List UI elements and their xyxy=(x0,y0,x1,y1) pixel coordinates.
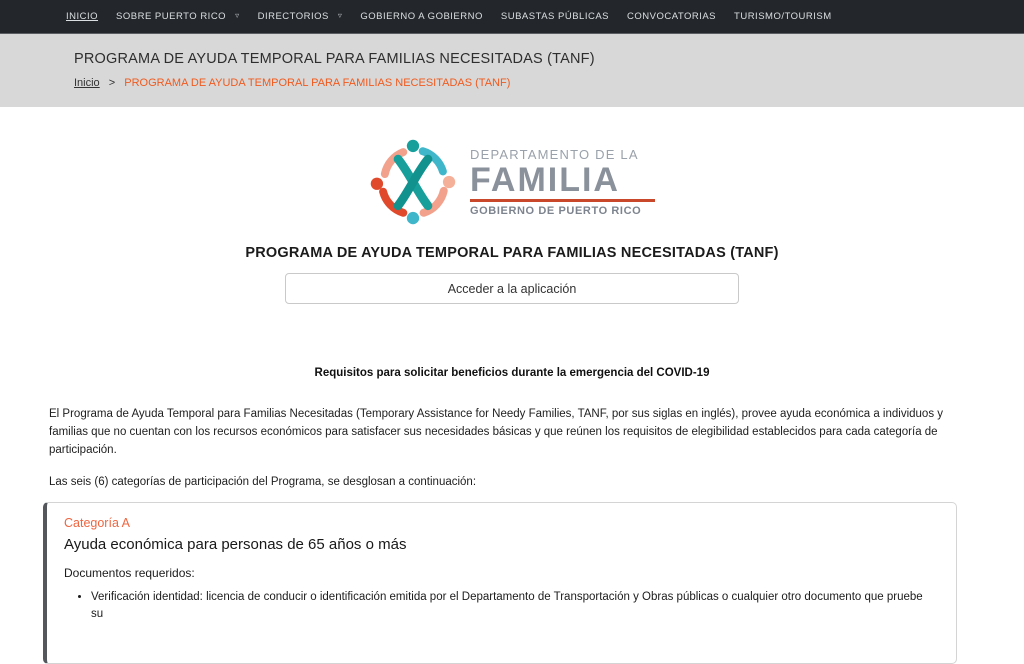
chevron-down-icon: ▿ xyxy=(235,11,240,20)
nav-item-inicio-label: INICIO xyxy=(66,11,99,22)
breadcrumb-home-link[interactable]: Inicio xyxy=(74,77,100,89)
nav-item-gobierno-a-gobierno[interactable] xyxy=(351,11,491,22)
nav-item-turismo-label: TURISMO/TOURISM xyxy=(734,11,832,22)
top-nav xyxy=(0,0,1024,33)
category-a-documents-heading: Documentos requeridos: xyxy=(64,566,195,580)
categories-intro-paragraph: Las seis (6) categorías de participación del Programa, se desglosan a continuación: xyxy=(49,476,477,488)
category-a-card xyxy=(43,502,957,664)
nav-item-sobre-puerto-rico-label: SOBRE PUERTO RICO xyxy=(116,11,227,22)
breadcrumb xyxy=(74,77,1024,89)
category-a-title: Ayuda económica para personas de 65 años o más xyxy=(64,536,407,553)
nav-item-gobierno-a-gobierno-label: GOBIERNO A GOBIERNO xyxy=(360,11,483,22)
access-application-button[interactable]: Acceder a la aplicación xyxy=(285,273,739,304)
document-requirement-item: • Verificación identidad: licencia de conducir o identificación emitida por el Departamento de Transportación y Obras públicas o cualquier otro documento que pruebe su xyxy=(91,589,936,623)
nav-item-subastas-publicas[interactable] xyxy=(492,11,618,22)
breadcrumb-current: PROGRAMA DE AYUDA TEMPORAL PARA FAMILIAS NECESITADAS (TANF) xyxy=(124,77,511,89)
nav-item-directorios[interactable] xyxy=(249,11,352,22)
department-logo xyxy=(0,138,1024,226)
main-content xyxy=(0,138,1024,664)
nav-item-convocatorias-label: CONVOCATORIAS xyxy=(627,11,717,22)
nav-item-sobre-puerto-rico[interactable] xyxy=(107,11,249,22)
category-a-label: Categoría A xyxy=(64,516,131,530)
covid-requirements-heading: Requisitos para solicitar beneficios durante la emergencia del COVID-19 xyxy=(314,367,710,379)
nav-item-convocatorias[interactable] xyxy=(618,11,725,22)
nav-item-inicio[interactable] xyxy=(57,11,107,22)
page-header-band xyxy=(0,33,1024,107)
intro-section xyxy=(49,405,952,491)
chevron-down-icon: ▿ xyxy=(337,11,343,20)
button-row xyxy=(0,273,1024,304)
program-heading: PROGRAMA DE AYUDA TEMPORAL PARA FAMILIAS NECESITADAS (TANF) xyxy=(245,245,779,261)
nav-item-turismo[interactable] xyxy=(725,11,841,22)
logo-top-line: DEPARTAMENTO DE LA xyxy=(470,146,639,162)
logo-text xyxy=(470,147,655,218)
nav-item-subastas-publicas-label: SUBASTAS PÚBLICAS xyxy=(500,11,609,22)
familia-logo-emblem xyxy=(369,138,457,226)
program-intro-paragraph: El Programa de Ayuda Temporal para Familias Necesitadas (Temporary Assistance for Needy Families, TANF, por sus siglas en inglés), provee ayuda económica a individuos y familias que no cuentan con los recursos económicos para satisfacer sus necesidades básicas y que reúnen los requisitos de elegibilidad establecidos para cada categoría de participación. xyxy=(49,408,944,456)
logo-bottom-line: GOBIERNO DE PUERTO RICO xyxy=(470,205,642,218)
breadcrumb-separator: > xyxy=(108,77,116,89)
category-a-documents-list xyxy=(64,589,936,623)
logo-name: FAMILIA xyxy=(470,160,620,199)
logo-rule xyxy=(470,199,655,202)
page-title: PROGRAMA DE AYUDA TEMPORAL PARA FAMILIAS NECESITADAS (TANF) xyxy=(74,51,595,67)
nav-item-directorios-label: DIRECTORIOS xyxy=(257,11,329,22)
